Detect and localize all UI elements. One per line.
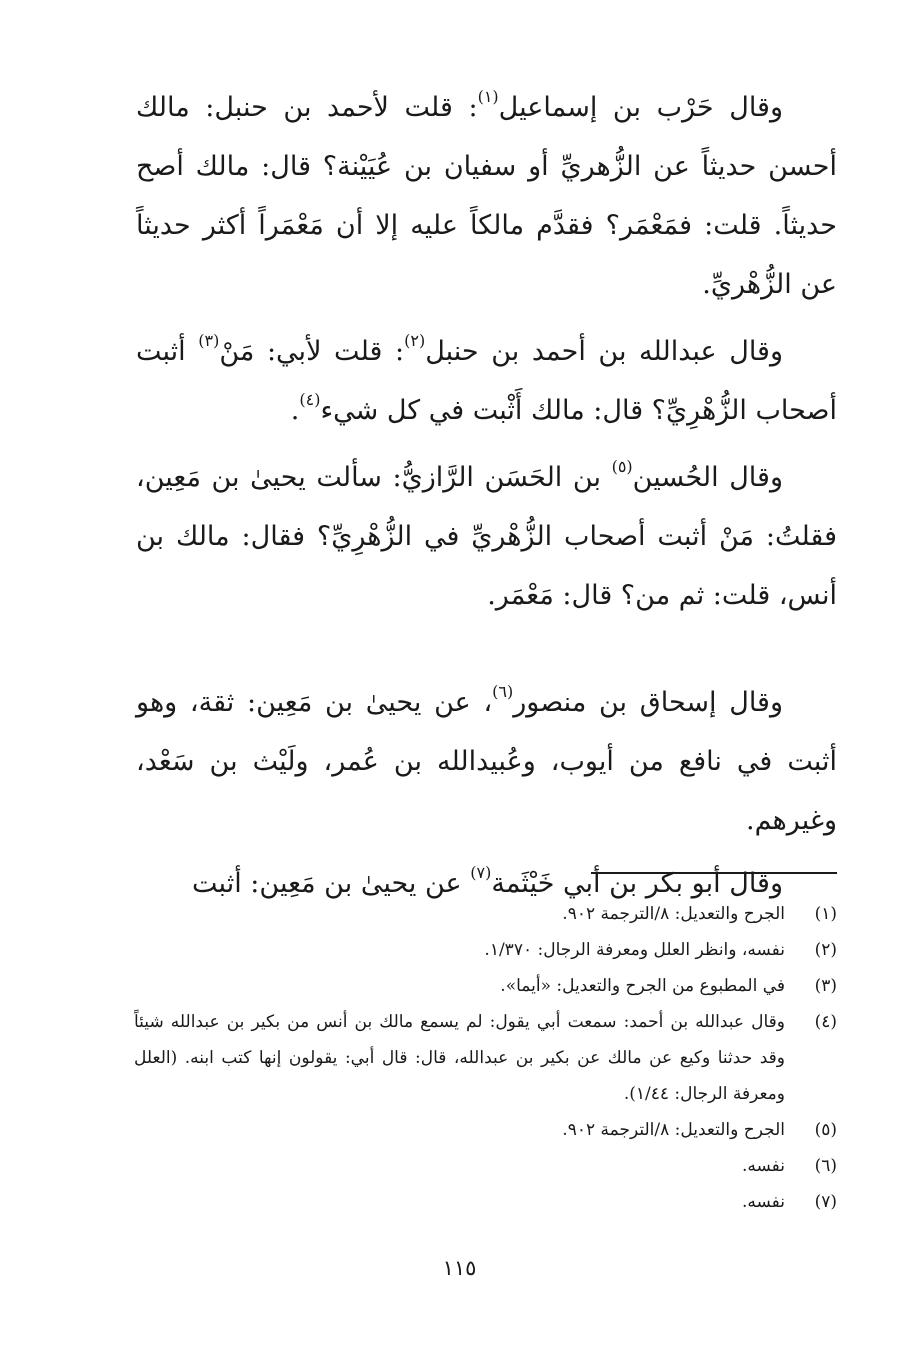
- main-text: [136, 78, 837, 913]
- paragraph-text: وقال حَرْب بن إسماعيل: [498, 92, 783, 123]
- footnote-text: في المطبوع من الجرح والتعديل: «أيما».: [500, 976, 785, 996]
- footnote-7: [134, 1184, 837, 1220]
- footnote-ref-6: (٦): [492, 682, 514, 701]
- footnote-number: (٢): [814, 940, 837, 960]
- paragraph-text: أثبت أصحاب الزُّهْرِيِّ؟ قال: مالك أَثْبت في كل شيء: [136, 336, 837, 426]
- footnote-6: [134, 1148, 837, 1184]
- paragraph-text: وقال أبو بكر بن أبي خَيْثَمة: [491, 868, 783, 899]
- footnote-1: [134, 896, 837, 932]
- paragraph-text: وقال الحُسين: [632, 462, 783, 493]
- paragraph-abdullah: [136, 322, 837, 440]
- footnote-ref-1: (١): [477, 87, 499, 106]
- paragraph-text: : قلت لأحمد بن حنبل: مالك أحسن حديثاً عن الزُّهريِّ أو سفيان بن عُيَيْنة؟ قال: مالك أصح حديثاً. قلت: فمَعْمَر؟ فقدَّم مالكاً عليه إلا أن مَعْمَراً أكثر حديثاً عن الزُّهْريِّ.: [136, 92, 837, 300]
- footnote-ref-4: (٤): [299, 390, 321, 409]
- footnote-text: الجرح والتعديل: ٨/الترجمة ٩٠٢.: [562, 1120, 785, 1140]
- paragraph-text: .: [290, 395, 300, 426]
- footnote-text: وقال عبدالله بن أحمد: سمعت أبي يقول: لم يسمع مالك بن أنس من بكير بن عبدالله شيئاً وقد حدثنا وكيع عن مالك عن بكير بن عبدالله، قال: قال أبي: يقولون إنها كتب ابنه. (العلل ومعرفة الرجال: ١/٤٤).: [134, 1012, 785, 1104]
- footnote-number: (٥): [814, 1120, 837, 1140]
- footnote-ref-7: (٧): [470, 863, 492, 882]
- paragraph-text: : قلت لأبي: مَنْ: [219, 336, 405, 367]
- footnote-separator: [591, 872, 837, 874]
- footnote-text: نفسه، وانظر العلل ومعرفة الرجال: ١/٣٧٠.: [484, 940, 785, 960]
- page-number: ١١٥: [442, 1256, 477, 1280]
- footnotes: [134, 896, 837, 1220]
- footnote-number: (١): [814, 904, 837, 924]
- paragraph-text: عن يحيىٰ بن مَعِين: أثبت: [192, 868, 471, 899]
- paragraph-text: ، عن يحيىٰ بن مَعِين: ثقة، وهو أثبت في نافع من أيوب، وعُبيدالله بن عُمر، ولَيْث بن سَعْد، وغيرهم.: [136, 687, 837, 836]
- paragraph-ishaq: [136, 673, 837, 850]
- footnote-number: (٣): [814, 976, 837, 996]
- footnote-number: (٦): [814, 1156, 837, 1176]
- footnote-3: [134, 968, 837, 1004]
- footnote-text: نفسه.: [741, 1192, 785, 1212]
- paragraph-harb: [136, 78, 837, 314]
- paragraph-text: وقال عبدالله بن أحمد بن حنبل: [425, 336, 783, 367]
- footnote-ref-3: (٣): [198, 331, 220, 350]
- footnote-2: [134, 932, 837, 968]
- footnote-number: (٧): [814, 1192, 837, 1212]
- paragraph-text: وقال إسحاق بن منصور: [513, 687, 783, 718]
- footnote-number: (٤): [814, 1012, 837, 1032]
- paragraph-husayn: [136, 448, 837, 625]
- paragraph-text: بن الحَسَن الرَّازيُّ: سألت يحيىٰ بن مَعِين، فقلتُ: مَنْ أثبت أصحاب الزُّهْريِّ في الزُّهْرِيِّ؟ فقال: مالك بن أنس، قلت: ثم من؟ قال: مَعْمَر.: [136, 462, 837, 611]
- footnote-text: نفسه.: [741, 1156, 785, 1176]
- footnote-text: الجرح والتعديل: ٨/الترجمة ٩٠٢.: [562, 904, 785, 924]
- footnote-ref-5: (٥): [611, 457, 633, 476]
- footnote-5: [134, 1112, 837, 1148]
- footnote-4: [134, 1004, 837, 1112]
- footnote-ref-2: (٢): [404, 331, 426, 350]
